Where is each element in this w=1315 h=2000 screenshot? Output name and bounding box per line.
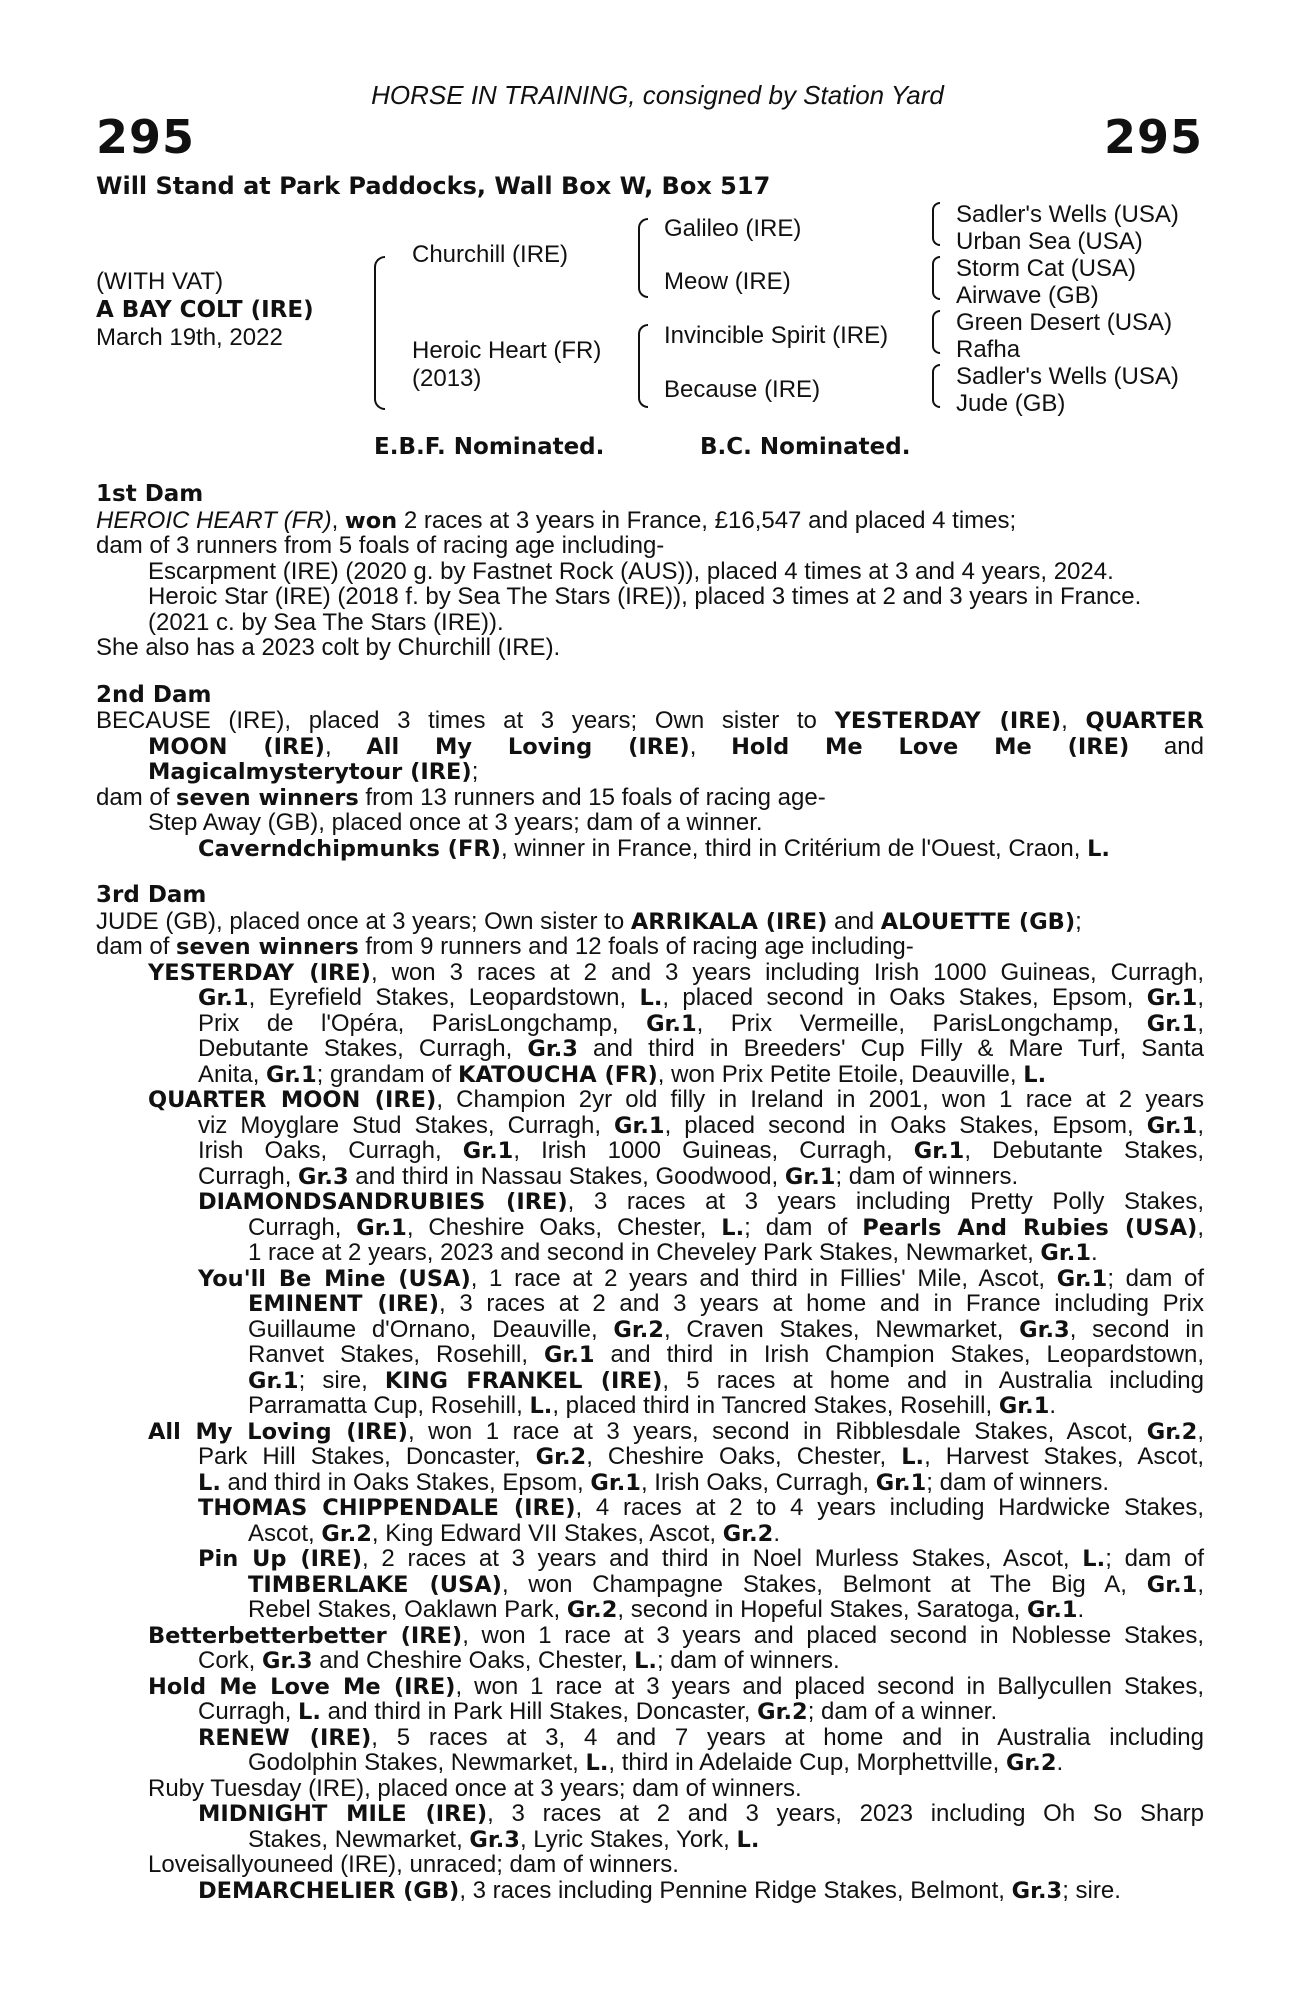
grandsire-4: Sadler's Wells (USA) bbox=[956, 363, 1179, 390]
body-line bbox=[96, 1087, 1204, 1113]
text-run: , 3 races at 3 years including Pretty Polly Stakes, bbox=[567, 1188, 1204, 1215]
second-dam-heading: 2nd Dam bbox=[96, 681, 212, 708]
body-line bbox=[96, 1393, 1204, 1419]
text-run: Gr.1 bbox=[544, 1342, 595, 1368]
text-run: Gr.1 bbox=[1040, 1240, 1091, 1266]
text-run: Gr.1 bbox=[646, 1010, 697, 1037]
text-run: , 4 races at 2 to 4 years including Hardwicke Stakes, bbox=[575, 1494, 1204, 1521]
text-run: Hold Me Love Me (IRE) bbox=[731, 733, 1130, 760]
text-run: Gr.3 bbox=[1011, 1877, 1063, 1904]
text-run: Gr.1 bbox=[1146, 1112, 1198, 1139]
body-line bbox=[96, 1266, 1204, 1292]
foaled-date: March 19th, 2022 bbox=[96, 324, 283, 351]
granddam-3: Rafha bbox=[956, 336, 1021, 363]
text-run: seven winners bbox=[176, 784, 359, 811]
text-run: She also has a 2023 colt by Churchill (IRE). bbox=[96, 634, 561, 661]
text-run: , won Prix Petite Etoile, Deauville, bbox=[657, 1060, 1024, 1088]
body-line bbox=[96, 1852, 1204, 1878]
text-run: , Lyric Stakes, York, bbox=[519, 1825, 737, 1853]
bracket-g2 bbox=[932, 256, 940, 300]
text-run: Parramatta Cup, Rosehill, bbox=[248, 1392, 530, 1419]
text-run: ; bbox=[471, 758, 479, 785]
text-run: , bbox=[1197, 984, 1204, 1011]
body-line bbox=[96, 785, 1204, 811]
text-run: DIAMONDSANDRUBIES (IRE) bbox=[198, 1189, 568, 1215]
text-run: from 13 runners and 15 foals of racing age- bbox=[358, 783, 826, 811]
text-run: Gr.2 bbox=[757, 1699, 808, 1725]
body-line bbox=[96, 1317, 1204, 1343]
dam-line-2: (2013) bbox=[412, 365, 482, 392]
text-run: ; sire, bbox=[298, 1366, 385, 1394]
text-run: Gr.2 bbox=[613, 1316, 664, 1343]
body-line bbox=[96, 1623, 1204, 1649]
body-line bbox=[96, 934, 1204, 960]
text-run: and third in Park Hill Stakes, Doncaster, bbox=[320, 1698, 758, 1725]
text-run: L. bbox=[1082, 1546, 1106, 1572]
text-run: Gr.1 bbox=[198, 985, 249, 1011]
text-run: ; dam of winners. bbox=[656, 1647, 840, 1674]
text-run: Godolphin Stakes, Newmarket, bbox=[248, 1749, 586, 1776]
text-run: Irish Oaks, Curragh, bbox=[198, 1137, 463, 1164]
text-run: Gr.2 bbox=[535, 1444, 587, 1470]
text-run: , Craven Stakes, Newmarket, bbox=[663, 1315, 1020, 1343]
text-run: Gr.1 bbox=[1146, 1010, 1198, 1037]
dam-line-1: Heroic Heart (FR) bbox=[412, 337, 602, 364]
text-run: Debutante Stakes, Curragh, bbox=[198, 1035, 528, 1062]
body-line bbox=[96, 1113, 1204, 1139]
text-run: ; dam of bbox=[1105, 1545, 1204, 1572]
body-line bbox=[96, 1546, 1204, 1572]
text-run: Ascot, bbox=[248, 1519, 322, 1547]
text-run: Gr.3 bbox=[298, 1163, 349, 1190]
text-run: and third in Irish Champion Stakes, Leopardstown, bbox=[594, 1341, 1204, 1368]
body-line bbox=[96, 1572, 1204, 1598]
text-run: Hold Me Love Me (IRE) bbox=[148, 1673, 456, 1700]
bc-nominated: B.C. Nominated. bbox=[700, 434, 911, 460]
text-run: L. bbox=[1087, 835, 1110, 862]
text-run: YESTERDAY (IRE) bbox=[148, 959, 371, 986]
text-run: and third in Breeders' Cup Filly & Mare Turf, Santa bbox=[577, 1035, 1205, 1062]
dam-section bbox=[96, 482, 1204, 1903]
granddam-4: Jude (GB) bbox=[956, 390, 1066, 417]
text-run: . bbox=[1077, 1596, 1085, 1623]
text-run: , Cheshire Oaks, Chester, bbox=[406, 1213, 722, 1241]
body-line bbox=[96, 1138, 1204, 1164]
text-run: Gr.3 bbox=[262, 1648, 313, 1674]
body-line bbox=[96, 985, 1204, 1011]
text-run: , won 1 race at 3 years and placed second in Noblesse Stakes, bbox=[462, 1621, 1204, 1649]
text-run: Prix de l'Opéra, ParisLongchamp, bbox=[198, 1009, 647, 1037]
body-line bbox=[96, 1648, 1204, 1674]
text-run: ; bbox=[1075, 907, 1082, 935]
text-run: Gr.2 bbox=[321, 1520, 372, 1547]
body-line bbox=[96, 1495, 1204, 1521]
text-run: JUDE (GB), placed once at 3 years; Own sister to bbox=[96, 907, 631, 935]
body-line bbox=[96, 1725, 1204, 1751]
text-run: , Cheshire Oaks, Chester, bbox=[586, 1443, 902, 1470]
text-run: Caverndchipmunks (FR) bbox=[198, 835, 501, 862]
text-run: , bbox=[331, 506, 345, 534]
text-run: BECAUSE (IRE), placed 3 times at 3 years; Own sister to bbox=[96, 707, 835, 734]
text-run: L. bbox=[529, 1393, 553, 1419]
text-run: KATOUCHA (FR) bbox=[458, 1061, 658, 1088]
body-line bbox=[96, 1189, 1204, 1215]
text-run: , Irish 1000 Guineas, Curragh, bbox=[513, 1137, 914, 1164]
text-run: Gr.3 bbox=[1019, 1316, 1070, 1343]
text-run: Gr.1 bbox=[1056, 1265, 1108, 1292]
text-run: , Eyrefield Stakes, Leopardstown, bbox=[248, 984, 640, 1011]
body-line bbox=[96, 836, 1204, 862]
text-run: . bbox=[1049, 1392, 1057, 1419]
text-run: Step Away (GB), placed once at 3 years; dam of a winner. bbox=[148, 809, 763, 836]
text-run: Curragh, bbox=[198, 1162, 299, 1190]
text-run: , placed third in Tancred Stakes, Rosehill, bbox=[552, 1392, 999, 1419]
text-run: THOMAS CHIPPENDALE (IRE) bbox=[198, 1495, 576, 1521]
text-run: Betterbetterbetter (IRE) bbox=[148, 1622, 463, 1649]
text-run: Gr.1 bbox=[1146, 985, 1198, 1011]
text-run: Gr.1 bbox=[356, 1214, 407, 1241]
text-run: . bbox=[1056, 1749, 1064, 1776]
text-run: and bbox=[1129, 732, 1204, 760]
bracket-dam bbox=[638, 324, 648, 408]
text-run: , won 1 race at 3 years, second in Ribblesdale Stakes, Ascot, bbox=[407, 1417, 1147, 1445]
text-run: Gr.1 bbox=[875, 1469, 927, 1496]
text-run: You'll Be Mine (USA) bbox=[198, 1265, 471, 1292]
text-run: Curragh, bbox=[198, 1698, 299, 1725]
text-run: from 9 runners and 12 foals of racing age including- bbox=[358, 933, 914, 960]
sire: Churchill (IRE) bbox=[412, 241, 569, 268]
text-run: Gr.3 bbox=[469, 1826, 520, 1853]
text-run: ; dam of bbox=[744, 1213, 863, 1241]
sire-sire: Galileo (IRE) bbox=[664, 215, 802, 242]
consignment-line: HORSE IN TRAINING, consigned by Station Yard bbox=[371, 80, 944, 110]
text-run: , bbox=[1197, 1111, 1204, 1139]
dam-dam: Because (IRE) bbox=[664, 376, 821, 403]
text-run: , Prix Vermeille, ParisLongchamp, bbox=[696, 1009, 1147, 1037]
text-run: dam of bbox=[96, 933, 177, 960]
text-run: , bbox=[1197, 1009, 1204, 1037]
text-run: L. bbox=[634, 1648, 657, 1674]
body-line bbox=[96, 960, 1204, 986]
text-run: KING FRANKEL (IRE) bbox=[384, 1367, 663, 1394]
text-run: MOON (IRE) bbox=[148, 733, 325, 760]
text-run: , won Champagne Stakes, Belmont at The Big A, bbox=[501, 1570, 1147, 1598]
body-line bbox=[96, 559, 1204, 585]
body-line bbox=[96, 1291, 1204, 1317]
text-run: ; dam of bbox=[1107, 1264, 1204, 1292]
text-run: Gr.1 bbox=[248, 1367, 299, 1394]
text-run: ; dam of winners. bbox=[835, 1162, 1019, 1190]
text-run: , Debutante Stakes, bbox=[964, 1137, 1205, 1164]
text-run: ; dam of winners. bbox=[926, 1468, 1110, 1496]
text-run: Gr.2 bbox=[566, 1597, 618, 1623]
granddam-1: Urban Sea (USA) bbox=[956, 228, 1143, 255]
lot-number-right: 295 bbox=[1103, 110, 1203, 164]
text-run: L. bbox=[1023, 1061, 1047, 1088]
text-run: Gr.2 bbox=[722, 1520, 774, 1547]
body-line bbox=[96, 610, 1204, 636]
text-run: , Harvest Stakes, Ascot, bbox=[924, 1443, 1205, 1470]
body-line bbox=[96, 1062, 1204, 1088]
text-run: EMINENT (IRE) bbox=[248, 1291, 439, 1317]
text-run: . bbox=[1090, 1239, 1098, 1266]
text-run: (2021 c. by Sea The Stars (IRE)). bbox=[148, 608, 504, 636]
granddam-2: Airwave (GB) bbox=[956, 282, 1099, 309]
text-run: , placed second in Oaks Stakes, Epsom, bbox=[662, 984, 1147, 1011]
vat-note: (WITH VAT) bbox=[96, 268, 224, 295]
sire-dam: Meow (IRE) bbox=[664, 268, 791, 295]
text-run: , bbox=[1197, 1570, 1204, 1598]
text-run: Gr.3 bbox=[527, 1036, 578, 1062]
text-run: Gr.1 bbox=[462, 1138, 514, 1164]
text-run: , bbox=[1197, 1417, 1205, 1445]
text-run: ; grandam of bbox=[316, 1060, 459, 1088]
text-run: Gr.2 bbox=[1146, 1418, 1198, 1445]
text-run: , 1 race at 2 years and third in Fillies' Mile, Ascot, bbox=[470, 1264, 1057, 1292]
text-run: , King Edward VII Stakes, Ascot, bbox=[371, 1519, 723, 1547]
text-run: L. bbox=[721, 1214, 745, 1241]
text-run: Ranvet Stakes, Rosehill, bbox=[248, 1341, 545, 1368]
text-run: Gr.1 bbox=[266, 1061, 317, 1088]
body-line bbox=[96, 708, 1204, 734]
text-run: , 5 races at 3, 4 and 7 years at home and in Australia including bbox=[371, 1723, 1204, 1751]
body-line bbox=[96, 734, 1204, 760]
text-run: Rebel Stakes, Oaklawn Park, bbox=[248, 1596, 567, 1623]
text-run: L. bbox=[585, 1750, 609, 1776]
stand-location: Will Stand at Park Paddocks, Wall Box W, Box 517 bbox=[96, 172, 771, 200]
text-run: L. bbox=[639, 985, 663, 1011]
text-run: . bbox=[773, 1519, 780, 1547]
text-run: All My Loving (IRE) bbox=[148, 1418, 408, 1445]
grandsire-1: Sadler's Wells (USA) bbox=[956, 201, 1179, 228]
body-line bbox=[96, 584, 1204, 610]
text-run: dam of bbox=[96, 783, 177, 811]
body-line bbox=[96, 1750, 1204, 1776]
grandsire-2: Storm Cat (USA) bbox=[956, 255, 1137, 282]
text-run: , bbox=[1197, 1213, 1205, 1241]
text-run: , second in Hopeful Stakes, Saratoga, bbox=[617, 1596, 1027, 1623]
body-line bbox=[96, 1470, 1204, 1496]
horse-name: A BAY COLT (IRE) bbox=[96, 297, 314, 323]
body-line bbox=[96, 1444, 1204, 1470]
body-line bbox=[96, 1011, 1204, 1037]
text-run: viz Moyglare Stud Stakes, Curragh, bbox=[198, 1111, 615, 1139]
text-run: , winner in France, third in Critérium de l'Ouest, Craon, bbox=[500, 834, 1088, 862]
text-run: , won 3 races at 2 and 3 years including Irish 1000 Guineas, Curragh, bbox=[370, 958, 1204, 986]
text-run: Loveisallyouneed (IRE), unraced; dam of winners. bbox=[148, 1851, 679, 1878]
body-line bbox=[96, 635, 1204, 661]
text-run: and bbox=[827, 907, 881, 935]
body-line bbox=[96, 1036, 1204, 1062]
text-run: , 3 races including Pennine Ridge Stakes, Belmont, bbox=[459, 1876, 1012, 1904]
text-run: Gr.1 bbox=[1026, 1597, 1078, 1623]
text-run: , 3 races at 2 and 3 years at home and in France including Prix bbox=[438, 1290, 1205, 1317]
text-run: Cork, bbox=[198, 1647, 263, 1674]
text-run: Escarpment (IRE) (2020 g. by Fastnet Rock (AUS)), placed 4 times at 3 and 4 years, 2024. bbox=[148, 557, 1114, 585]
first-dam-heading: 1st Dam bbox=[96, 481, 204, 507]
body-line bbox=[96, 1878, 1204, 1904]
text-run: , 2 races at 3 years and third in Noel Murless Stakes, Ascot, bbox=[362, 1545, 1083, 1572]
body-line bbox=[96, 1674, 1204, 1700]
bracket-g4 bbox=[932, 364, 940, 408]
text-run: , bbox=[1061, 707, 1086, 734]
body-line bbox=[96, 1801, 1204, 1827]
text-run: , won 1 race at 3 years and placed second in Ballycullen Stakes, bbox=[455, 1672, 1204, 1700]
text-run: Gr.2 bbox=[1005, 1750, 1057, 1776]
text-run: TIMBERLAKE (USA) bbox=[248, 1571, 502, 1598]
body-line bbox=[96, 810, 1204, 836]
body-line bbox=[96, 1597, 1204, 1623]
body-line bbox=[96, 1776, 1204, 1802]
text-run: Guillaume d'Ornano, Deauville, bbox=[248, 1315, 614, 1343]
body-line bbox=[96, 1419, 1204, 1445]
text-run: Park Hill Stakes, Doncaster, bbox=[198, 1443, 536, 1470]
text-run: Anita, bbox=[198, 1060, 267, 1088]
text-run: won bbox=[344, 507, 398, 534]
bracket-g1 bbox=[932, 202, 940, 246]
body-line bbox=[96, 1521, 1204, 1547]
text-run: Pearls And Rubies (USA) bbox=[862, 1214, 1198, 1241]
text-run: L. bbox=[198, 1469, 221, 1496]
text-run: ARRIKALA (IRE) bbox=[630, 908, 828, 935]
dam-sire: Invincible Spirit (IRE) bbox=[664, 322, 889, 349]
body-line bbox=[96, 909, 1204, 935]
text-run: ALOUETTE (GB) bbox=[880, 908, 1076, 935]
text-run: RENEW (IRE) bbox=[198, 1724, 372, 1751]
text-run: and third in Nassau Stakes, Goodwood, bbox=[348, 1162, 785, 1190]
body-line bbox=[96, 759, 1204, 785]
text-run: dam of 3 runners from 5 foals of racing age including- bbox=[96, 532, 665, 559]
body-line bbox=[96, 533, 1204, 559]
body-line bbox=[96, 508, 1204, 534]
text-run: Stakes, Newmarket, bbox=[248, 1825, 470, 1853]
text-run: seven winners bbox=[176, 934, 359, 960]
text-run: Gr.1 bbox=[1146, 1571, 1198, 1598]
text-run: Magicalmysterytour (IRE) bbox=[148, 759, 472, 785]
text-run: All My Loving (IRE) bbox=[366, 733, 690, 760]
text-run: ; dam of a winner. bbox=[807, 1698, 998, 1725]
third-dam-heading: 3rd Dam bbox=[96, 882, 207, 908]
text-run: and third in Oaks Stakes, Epsom, bbox=[220, 1468, 591, 1496]
bracket-horse bbox=[374, 256, 385, 410]
text-run: , Irish Oaks, Curragh, bbox=[640, 1468, 876, 1496]
text-run: , bbox=[324, 732, 367, 760]
body-line bbox=[96, 1827, 1204, 1853]
text-run: and Cheshire Oaks, Chester, bbox=[312, 1647, 635, 1674]
text-run: , bbox=[689, 732, 732, 760]
bracket-g3 bbox=[932, 310, 940, 354]
text-run: Gr.1 bbox=[998, 1393, 1050, 1419]
text-run: , third in Adelaide Cup, Morphettville, bbox=[608, 1749, 1006, 1776]
body-line bbox=[96, 1240, 1204, 1266]
text-run: , second in bbox=[1069, 1315, 1204, 1343]
text-run: QUARTER bbox=[1085, 708, 1204, 734]
text-run: 1 race at 2 years, 2023 and second in Cheveley Park Stakes, Newmarket, bbox=[248, 1239, 1041, 1266]
text-run: Ruby Tuesday (IRE), placed once at 3 years; dam of winners. bbox=[148, 1774, 802, 1802]
body-line bbox=[96, 1368, 1204, 1394]
text-run: DEMARCHELIER (GB) bbox=[198, 1877, 460, 1904]
text-run: L. bbox=[901, 1444, 925, 1470]
body-line bbox=[96, 1699, 1204, 1725]
text-run: Curragh, bbox=[248, 1213, 357, 1241]
text-run: , placed second in Oaks Stakes, Epsom, bbox=[664, 1111, 1147, 1139]
lot-number-left: 295 bbox=[96, 110, 196, 164]
text-run: Gr.1 bbox=[590, 1469, 641, 1496]
bracket-sire bbox=[638, 218, 648, 298]
text-run: MIDNIGHT MILE (IRE) bbox=[198, 1801, 488, 1827]
text-run: HEROIC HEART (FR) bbox=[96, 506, 332, 534]
text-run: Pin Up (IRE) bbox=[198, 1546, 362, 1572]
text-run: Gr.1 bbox=[913, 1138, 965, 1164]
text-run: 2 races at 3 years in France, £16,547 and placed 4 times; bbox=[397, 506, 1017, 534]
body-line bbox=[96, 1164, 1204, 1190]
text-run: , 3 races at 2 and 3 years, 2023 including Oh So Sharp bbox=[487, 1800, 1204, 1827]
text-run: ; sire. bbox=[1062, 1876, 1121, 1904]
ebf-nominated: E.B.F. Nominated. bbox=[374, 434, 605, 460]
text-run: QUARTER MOON (IRE) bbox=[148, 1087, 437, 1113]
text-run: L. bbox=[298, 1699, 321, 1725]
text-run: , Champion 2yr old filly in Ireland in 2001, won 1 race at 2 years bbox=[436, 1086, 1204, 1113]
body-line bbox=[96, 1215, 1204, 1241]
text-run: Heroic Star (IRE) (2018 f. by Sea The Stars (IRE)), placed 3 times at 2 and 3 years in France. bbox=[148, 583, 1142, 610]
text-run: YESTERDAY (IRE) bbox=[834, 708, 1062, 734]
grandsire-3: Green Desert (USA) bbox=[956, 309, 1173, 336]
text-run: L. bbox=[736, 1826, 760, 1853]
text-run: , 5 races at home and in Australia including bbox=[662, 1366, 1204, 1394]
text-run: Gr.1 bbox=[614, 1112, 665, 1139]
text-run: Gr.1 bbox=[784, 1163, 836, 1190]
body-line bbox=[96, 1342, 1204, 1368]
